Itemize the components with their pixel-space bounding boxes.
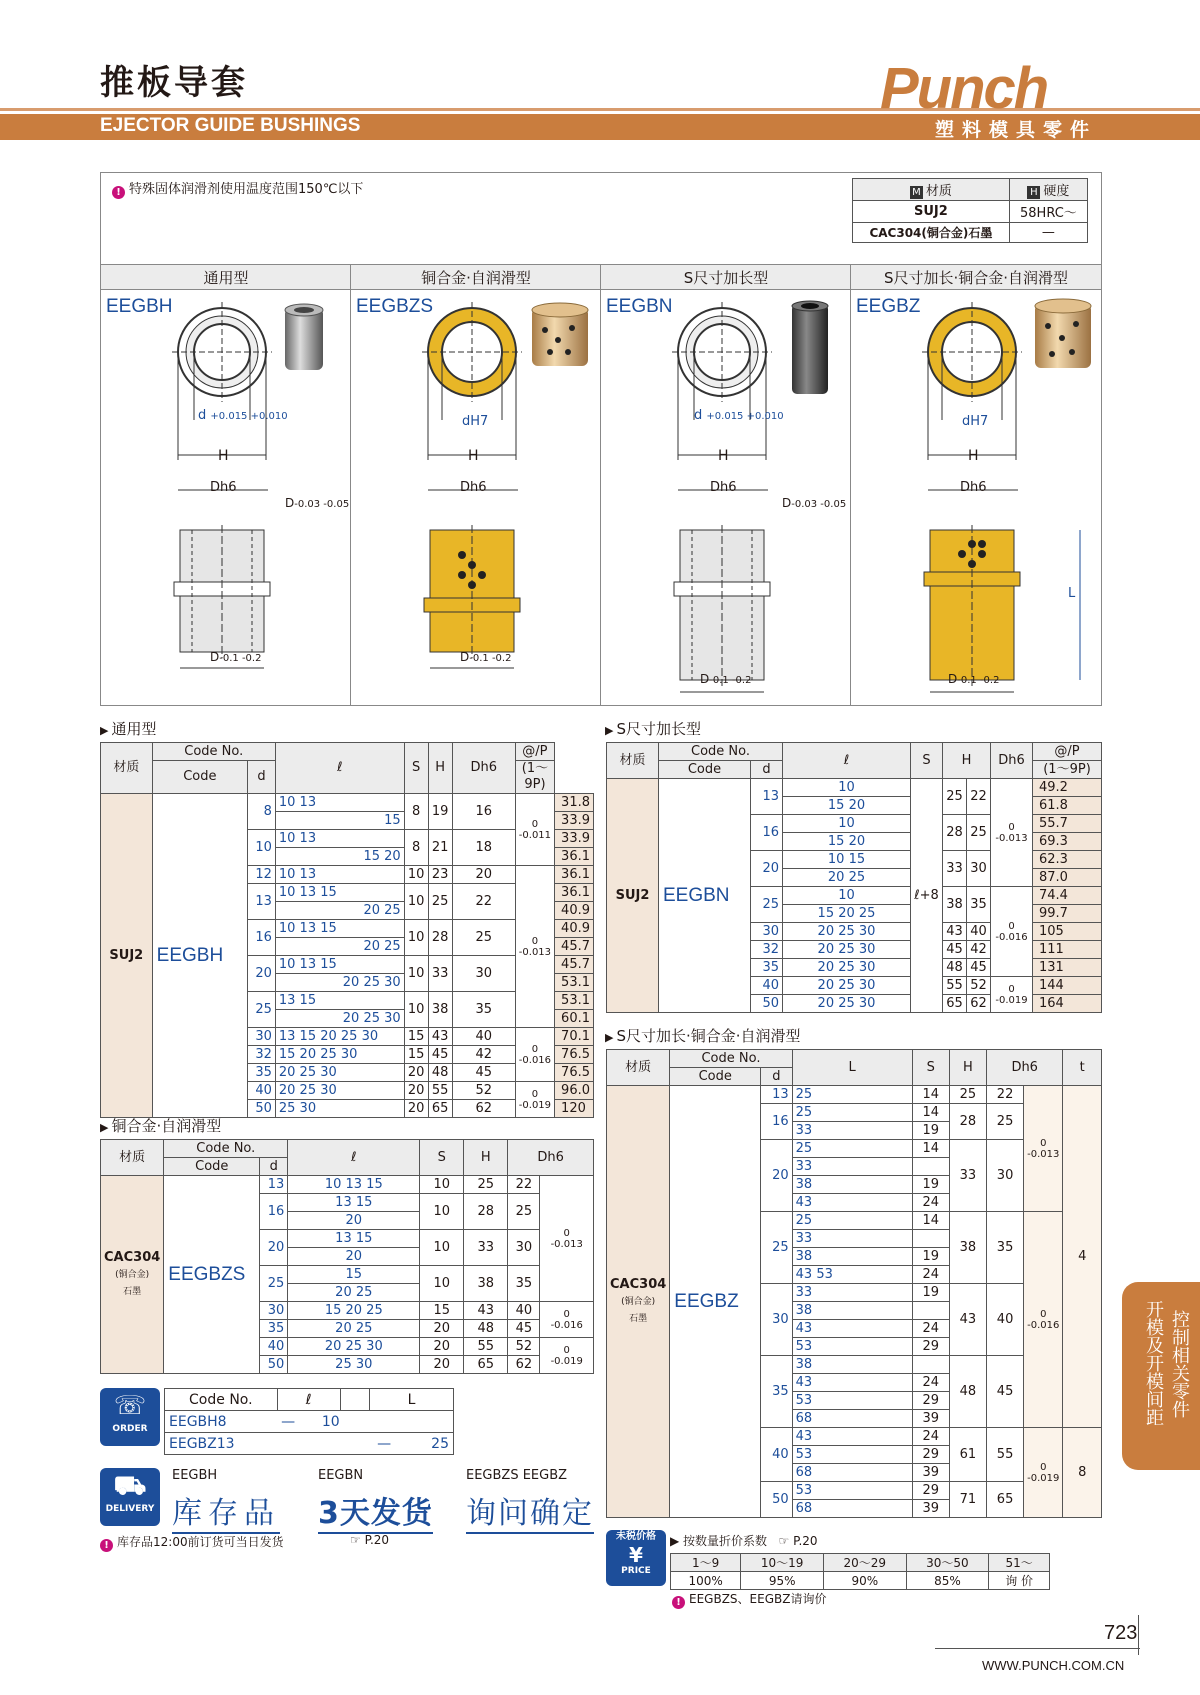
table-row: 68 39 <box>607 1500 1102 1518</box>
price-cell: 76.5 <box>555 1046 594 1064</box>
dim-dt2-label: D-0.1 -0.2 <box>948 672 1000 686</box>
material-table <box>852 178 1088 243</box>
hardness-cell: 58HRC～ <box>1009 201 1087 223</box>
delivery-ref: ☞ P.20 <box>350 1533 390 1547</box>
side-tab-line-1: 控制相关零件 <box>1169 1310 1190 1418</box>
code-cell: EEGBN <box>659 779 751 1013</box>
brand-wordmark: Punch <box>880 56 1048 121</box>
drawing-eegbz <box>922 299 1091 692</box>
th-code: Code <box>670 1068 761 1086</box>
th-price-sub: (1～9P) <box>1033 761 1102 779</box>
order-values: — 10 <box>277 1411 453 1433</box>
table-row: 20 25 <box>101 1284 594 1302</box>
dim-dt-label: D-0.03 -0.05 <box>782 496 847 510</box>
delivery-code-3: EEGBZS EEGBZ <box>466 1468 568 1483</box>
footer-rule <box>935 1648 1140 1649</box>
d-cell: 13 <box>248 884 276 920</box>
dim-dh6-label: Dh6 <box>960 480 987 495</box>
table-long <box>606 742 1102 1013</box>
type-code-eegbh: EEGBH <box>106 296 173 317</box>
table-row: 53 29 <box>607 1446 1102 1464</box>
th-code-no: Code No. <box>659 743 783 761</box>
th-s: S <box>911 743 943 779</box>
dim-h-label: H <box>968 448 979 464</box>
price-cell: 53.1 <box>555 974 594 992</box>
table-row: 25 10 38 35 0 -0.016 74.4 <box>607 887 1102 905</box>
order-code: EEGBZ13 <box>165 1433 278 1455</box>
table-row: 43 24 <box>607 1320 1102 1338</box>
th-d: d <box>761 1068 793 1086</box>
discount-table <box>670 1553 1050 1590</box>
price-cell: 60.1 <box>555 1010 594 1028</box>
l-cell: 15 <box>275 812 404 830</box>
price-cell: 45.7 <box>555 956 594 974</box>
table-row: 40 20 25 30 20 55 52 0 -0.019 96.0 <box>101 1082 594 1100</box>
order-values: — 25 <box>277 1433 453 1455</box>
material-cell: CAC304(铜合金)石墨 <box>853 223 1010 243</box>
l-cell: 20 25 30 <box>275 1010 404 1028</box>
table-row: 40 43 24 61 55 0 -0.019 8 <box>607 1428 1102 1446</box>
table-row: 25 25 14 38 35 0 -0.016 <box>607 1212 1102 1230</box>
table-row: 38 19 <box>607 1176 1102 1194</box>
th-s: S <box>420 1140 464 1176</box>
dim-dh7-label: dH7 <box>462 414 489 429</box>
table-row: 43 24 <box>607 1374 1102 1392</box>
discount-qty: 51～ <box>989 1554 1050 1572</box>
m-badge-icon: M <box>910 186 923 199</box>
l-cell: 10 13 15 <box>275 920 404 938</box>
table-row: 32 20 25 30 45 42 111 <box>607 941 1102 959</box>
th-code-no: Code No. <box>152 743 275 761</box>
table-row: 38 <box>607 1302 1102 1320</box>
table-row: 30 33 19 43 40 <box>607 1284 1102 1302</box>
page-subtitle: EJECTOR GUIDE BUSHINGS <box>100 115 361 136</box>
type-code-eegbzs: EEGBZS <box>356 296 434 317</box>
d-cell: 8 <box>248 794 276 830</box>
table-row: 43 53 24 <box>607 1266 1102 1284</box>
order-code: EEGBH8 <box>165 1411 278 1433</box>
dim-dt2-label: D-0.1 -0.2 <box>210 650 262 664</box>
th-l: ℓ <box>783 743 911 779</box>
hardness-cell: — <box>1009 223 1087 243</box>
discount-rate: 90% <box>824 1572 907 1590</box>
table-row: 16 10 13 15 10 28 25 40.9 <box>101 920 594 938</box>
table-row: CAC304 (铜合金) 石墨 EEGBZS 13 10 13 15 10 25 22 0 -0.013 <box>101 1176 594 1194</box>
code-cell: EEGBZS <box>164 1176 260 1374</box>
l-cell: 10 13 <box>275 866 404 884</box>
th-h: H <box>949 1050 986 1086</box>
table-row: 50 25 30 20 65 62 120 <box>101 1100 594 1118</box>
th-h: H <box>428 743 452 794</box>
material-cell: SUJ2 <box>853 201 1010 223</box>
l-cell: 15 20 25 30 <box>275 1046 404 1064</box>
page-number: 723 <box>1104 1622 1138 1644</box>
l-cell: 10 13 <box>275 830 404 848</box>
th-price: @/P <box>515 743 554 761</box>
th-dh6: Dh6 <box>991 743 1033 779</box>
table-copper <box>100 1139 594 1374</box>
dim-d-label: d +0.015 +0.010 <box>198 408 288 423</box>
table-row: 15 20 69.3 <box>607 833 1102 851</box>
d-cell: 10 <box>248 830 276 866</box>
th-code-no: Code No. <box>670 1050 792 1068</box>
order-example-table <box>164 1388 454 1455</box>
price-note: ! EEGBZS、EEGBZ请询价 <box>672 1590 826 1609</box>
drawing-eegbzs <box>422 302 588 668</box>
table-row: 33 19 <box>607 1122 1102 1140</box>
material-cell: SUJ2 <box>607 779 659 1013</box>
price-cell: 36.1 <box>555 848 594 866</box>
table-row: 35 20 25 20 48 45 <box>101 1320 594 1338</box>
th-code-no: Code No. <box>164 1140 288 1158</box>
table-row: 25 13 15 10 38 35 53.1 <box>101 992 594 1010</box>
l-cell: 13 15 20 25 30 <box>275 1028 404 1046</box>
delivery-code-2: EEGBN <box>318 1468 364 1483</box>
price-cell: 33.9 <box>555 812 594 830</box>
price-cell: 36.1 <box>555 866 594 884</box>
table-long-copper <box>606 1049 1102 1518</box>
section-title-long-copper: ▶ S尺寸加长·铜合金·自润滑型 <box>605 1025 801 1046</box>
th-d: d <box>248 761 276 794</box>
d-cell: 20 <box>248 956 276 992</box>
discount-qty: 10～19 <box>741 1554 824 1572</box>
footer-url: WWW.PUNCH.COM.CN <box>982 1658 1125 1673</box>
table-row: 35 20 25 30 20 48 45 76.5 <box>101 1064 594 1082</box>
hardness-header: H 硬度 <box>1009 179 1087 201</box>
lubricant-note: ! 特殊固体润滑剂使用温度范围150℃以下 <box>112 178 363 199</box>
th-dh6: Dh6 <box>987 1050 1063 1086</box>
table-row: 35 20 25 30 48 45 131 <box>607 959 1102 977</box>
l-cell: 20 25 30 <box>275 1082 404 1100</box>
order-th-code: Code No. <box>165 1389 278 1411</box>
table-row: 30 15 20 25 15 43 40 0 -0.016 <box>101 1302 594 1320</box>
price-cell: 76.5 <box>555 1064 594 1082</box>
code-cell: EEGBZ <box>670 1086 761 1518</box>
table-row: SUJ2 EEGBH 8 10 13 8 19 16 0 -0.011 31.8 <box>101 794 594 812</box>
discount-rate: 询 价 <box>989 1572 1050 1590</box>
section-title-copper: ▶ 铜合金·自润滑型 <box>100 1115 221 1136</box>
th-t: t <box>1063 1050 1102 1086</box>
th-material: 材质 <box>607 743 659 779</box>
category-side-tab[interactable] <box>1122 1282 1200 1470</box>
type-head-long: S尺寸加长型 <box>601 264 851 290</box>
l-cell: 10 13 15 <box>275 884 404 902</box>
delivery-3days: 3天发货 <box>318 1488 433 1534</box>
th-code: Code <box>659 761 751 779</box>
d-cell: 16 <box>248 920 276 956</box>
table-row: 20 25 14 33 30 <box>607 1140 1102 1158</box>
d-cell: 25 <box>248 992 276 1028</box>
price-cell: 45.7 <box>555 938 594 956</box>
th-material: 材质 <box>607 1050 670 1086</box>
table-row: SUJ2 EEGBN 13 10 ℓ+8 25 22 0 -0.013 49.2 <box>607 779 1102 797</box>
dim-L-label: L <box>1068 586 1076 601</box>
section-title-long: ▶ S尺寸加长型 <box>605 718 701 739</box>
th-code: Code <box>152 761 247 794</box>
brand-logo <box>880 55 1180 121</box>
table-row: CAC304 (铜合金) 石墨 EEGBZ 13 25 14 25 22 0 -0.013 4 <box>607 1086 1102 1104</box>
th-l: ℓ <box>288 1140 420 1176</box>
dim-dt-label: D-0.03 -0.05 <box>285 496 350 510</box>
table-row: 20 <box>101 1212 594 1230</box>
table-general <box>100 742 594 1118</box>
table-row: 20 13 15 10 33 30 <box>101 1230 594 1248</box>
type-head-general: 通用型 <box>101 264 351 290</box>
d-cell: 40 <box>248 1082 276 1100</box>
table-row: 35 38 48 45 <box>607 1356 1102 1374</box>
l-cell: 20 25 <box>275 902 404 920</box>
table-row: 15 20 25 99.7 <box>607 905 1102 923</box>
dim-h-label: H <box>468 448 479 464</box>
l-cell: 13 15 <box>275 992 404 1010</box>
side-tab-line-2: 开模及开模间距 <box>1143 1300 1164 1426</box>
l-cell: 10 13 15 <box>275 956 404 974</box>
table-row: 68 39 <box>607 1464 1102 1482</box>
delivery-code-1: EEGBH <box>172 1468 218 1483</box>
table-row: 33 <box>607 1158 1102 1176</box>
d-cell: 30 <box>248 1028 276 1046</box>
material-cell: CAC304 (铜合金) 石墨 <box>101 1176 164 1374</box>
dim-dh6-label: Dh6 <box>210 480 237 495</box>
section-title-general: ▶ 通用型 <box>100 718 156 739</box>
l-cell: 25 30 <box>275 1100 404 1118</box>
type-code-eegbn: EEGBN <box>606 296 673 317</box>
price-icon: 未税价格 ¥ PRICE <box>606 1530 666 1586</box>
table-row: 20 10 15 33 30 62.3 <box>607 851 1102 869</box>
delivery-note: ! 库存品12:00前订货可当日发货 <box>100 1533 284 1552</box>
table-row: 12 10 13 10 23 20 0 -0.013 36.1 <box>101 866 594 884</box>
th-dh6: Dh6 <box>508 1140 594 1176</box>
price-title: ▶ 按数量折价系数 ☞ P.20 <box>670 1534 818 1548</box>
th-material: 材质 <box>101 1140 164 1176</box>
type-head-long-copper: S尺寸加长·铜合金·自润滑型 <box>851 264 1101 290</box>
order-th-L: L <box>369 1389 453 1411</box>
th-d: d <box>260 1158 288 1176</box>
order-icon: ☏ ORDER <box>100 1388 160 1446</box>
drawing-eegbh <box>172 302 323 668</box>
th-code: Code <box>164 1158 260 1176</box>
price-cell: 36.1 <box>555 884 594 902</box>
table-row: 33 <box>607 1230 1102 1248</box>
dim-dh7-label: dH7 <box>962 414 989 429</box>
delivery-icon: ⛟ DELIVERY <box>100 1468 160 1526</box>
table-row: 50 25 30 20 65 62 <box>101 1356 594 1374</box>
table-row: 10 10 13 8 21 18 33.9 <box>101 830 594 848</box>
table-row: 68 39 <box>607 1410 1102 1428</box>
d-cell: 12 <box>248 866 276 884</box>
h-badge-icon: H <box>1027 186 1040 199</box>
price-cell: 31.8 <box>555 794 594 812</box>
l-cell: 15 20 <box>275 848 404 866</box>
price-cell: 70.1 <box>555 1028 594 1046</box>
table-row: 40 20 25 30 20 55 52 0 -0.019 <box>101 1338 594 1356</box>
l-cell: 10 13 <box>275 794 404 812</box>
th-l: ℓ <box>275 743 404 794</box>
page-title: 推板导套 <box>100 63 248 103</box>
table-row: 53 29 <box>607 1338 1102 1356</box>
price-cell: 33.9 <box>555 830 594 848</box>
th-h: H <box>943 743 991 779</box>
warning-icon: ! <box>100 1539 113 1552</box>
type-head-copper: 铜合金·自润滑型 <box>351 264 601 290</box>
dim-d-label: d +0.015 +0.010 <box>694 408 784 423</box>
page-number-rule <box>1138 1615 1139 1655</box>
table-row: 38 19 <box>607 1248 1102 1266</box>
technical-drawings <box>100 290 1102 704</box>
brand-subtitle: 塑料模具零件 <box>935 119 1098 141</box>
th-d: d <box>751 761 783 779</box>
table-row: 20 <box>101 1248 594 1266</box>
l-cell: 20 25 <box>275 938 404 956</box>
table-row: 25 15 10 38 35 <box>101 1266 594 1284</box>
discount-qty: 20～29 <box>824 1554 907 1572</box>
dim-dt2-label: D-0.1 -0.2 <box>700 672 752 686</box>
table-row: 20 10 13 15 10 33 30 45.7 <box>101 956 594 974</box>
th-L: L <box>792 1050 912 1086</box>
dim-h-label: H <box>718 448 729 464</box>
material-header: M 材质 <box>853 179 1010 201</box>
table-row: 13 10 13 15 10 25 22 36.1 <box>101 884 594 902</box>
th-h: H <box>464 1140 508 1176</box>
d-cell: 35 <box>248 1064 276 1082</box>
table-row: 50 53 29 71 65 <box>607 1482 1102 1500</box>
price-cell: 53.1 <box>555 992 594 1010</box>
warning-icon: ! <box>112 186 125 199</box>
l-cell: 20 25 30 <box>275 1064 404 1082</box>
l-cell: 20 25 30 <box>275 974 404 992</box>
th-s: S <box>404 743 428 794</box>
th-price: @/P <box>1033 743 1102 761</box>
d-cell: 50 <box>248 1100 276 1118</box>
price-cell: 96.0 <box>555 1082 594 1100</box>
discount-qty: 30～50 <box>906 1554 989 1572</box>
table-row: 15 20 61.8 <box>607 797 1102 815</box>
warning-icon: ! <box>672 1596 685 1609</box>
type-code-eegbz: EEGBZ <box>856 296 921 317</box>
table-row: 43 24 <box>607 1194 1102 1212</box>
table-row: 16 13 15 10 28 25 <box>101 1194 594 1212</box>
th-material: 材质 <box>101 743 153 794</box>
order-th-l: ℓ <box>277 1389 340 1411</box>
material-cell: SUJ2 <box>101 794 153 1118</box>
discount-rate: 95% <box>741 1572 824 1590</box>
price-cell: 40.9 <box>555 920 594 938</box>
th-price-sub: (1～9P) <box>515 761 554 794</box>
d-cell: 32 <box>248 1046 276 1064</box>
code-cell: EEGBH <box>152 794 247 1118</box>
dim-dt2-label: D-0.1 -0.2 <box>460 650 512 664</box>
table-row: 16 10 28 25 55.7 <box>607 815 1102 833</box>
table-row: 40 20 25 30 55 52 0 -0.019 144 <box>607 977 1102 995</box>
table-row: 32 15 20 25 30 15 45 42 76.5 <box>101 1046 594 1064</box>
table-row: 30 13 15 20 25 30 15 43 40 0 -0.016 70.1 <box>101 1028 594 1046</box>
table-row: 30 20 25 30 43 40 105 <box>607 923 1102 941</box>
dim-h-label: H <box>218 448 229 464</box>
th-s: S <box>912 1050 949 1086</box>
table-row: 16 25 14 28 25 <box>607 1104 1102 1122</box>
table-row: 50 20 25 30 65 62 164 <box>607 995 1102 1013</box>
delivery-stock: 库存品 <box>172 1488 280 1534</box>
table-row: 20 25 87.0 <box>607 869 1102 887</box>
price-cell: 40.9 <box>555 902 594 920</box>
discount-rate: 85% <box>906 1572 989 1590</box>
th-dh6: Dh6 <box>452 743 515 794</box>
table-row: 53 29 <box>607 1392 1102 1410</box>
dim-dh6-label: Dh6 <box>460 480 487 495</box>
dim-dh6-label: Dh6 <box>710 480 737 495</box>
discount-qty: 1～9 <box>671 1554 741 1572</box>
delivery-inquire: 询问确定 <box>466 1488 594 1534</box>
material-cell: CAC304 (铜合金) 石墨 <box>607 1086 670 1518</box>
price-cell: 120 <box>555 1100 594 1118</box>
discount-rate: 100% <box>671 1572 741 1590</box>
